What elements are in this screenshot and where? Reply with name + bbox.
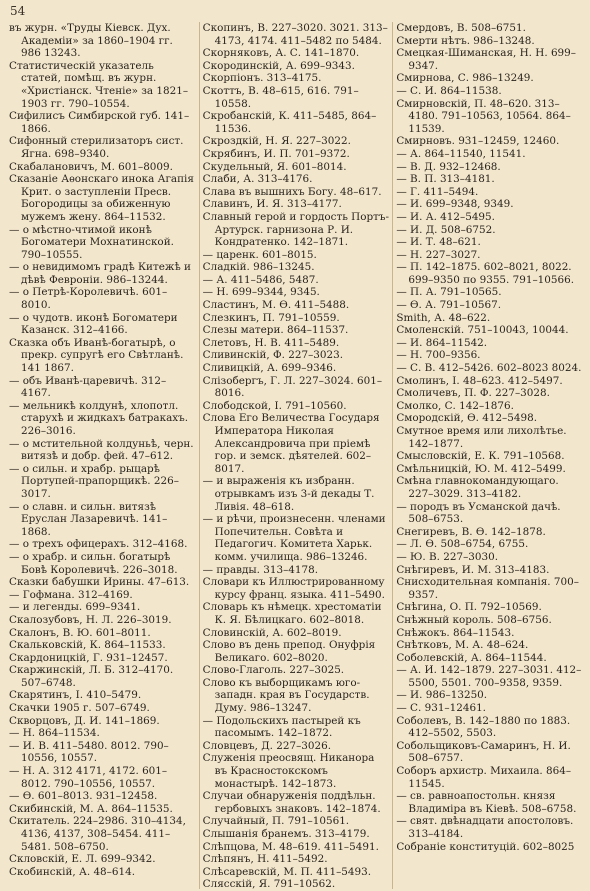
index-entry: Смирновъ. 931–12459, 12460. bbox=[396, 135, 560, 148]
index-entry: — о мстительной колдуньѣ, черн. витязѣ и добр. фей. 47–612. bbox=[9, 437, 194, 463]
index-entry: Слободской, І. 791–10560. bbox=[202, 399, 347, 412]
index-entry: Словарь къ нѣмецк. хрестоматіи К. Я. Бѣлицкаго. 602–8018. bbox=[202, 601, 382, 626]
index-entry: Слѣпцова, М. 48–619. 411–5491. bbox=[202, 840, 379, 853]
index-entry: Смысловскій, Е. К. 791–10568. bbox=[396, 450, 565, 463]
index-entry: Смутное время или лихолѣтье. 142–1877. bbox=[396, 425, 567, 450]
index-entry: Снѣтковъ, М. А. 48–624. bbox=[396, 639, 529, 652]
index-entry: Снисходительная компанія. 700–9357. bbox=[396, 576, 579, 601]
index-entry: Слово къ выборщикамъ юго-западн. края въ Государств. Думу. 986–13247. bbox=[202, 676, 370, 715]
index-entry: — П. А. 791–10565. bbox=[396, 286, 502, 299]
index-entry: Скородинскій, А. 699–9343. bbox=[202, 59, 355, 72]
index-entry: Снѣжный король. 508–6756. bbox=[396, 613, 552, 626]
index-entry: — правды. 313–4178. bbox=[202, 563, 319, 576]
index-entry: Смирнова, С. 986–13249. bbox=[396, 72, 534, 85]
index-entry: — И. А. 412–5495. bbox=[396, 210, 495, 223]
index-entry: Снѣгиревъ, И. М. 313–4183. bbox=[396, 563, 550, 576]
index-entry: Смоленскій. 751–10043, 10044. bbox=[396, 324, 569, 337]
index-entry: — и выраженія къ избранн. отрывкамъ изъ 3-й декады Т. Ливія. 48–618. bbox=[202, 475, 375, 513]
index-entry: Собольщиковъ-Самаринъ, Н. И. 508–6757. bbox=[396, 739, 571, 765]
index-entry: Статистическій указатель статей, помѣщ. въ журн. «Христіанск. Чтеніе» за 1821–1903 гг. 790–10554. bbox=[9, 59, 189, 110]
index-entry: Соборъ архистр. Михаила. 864–11545. bbox=[396, 765, 572, 790]
index-entry: Служенія преосвящ. Никанора въ Красностокскомъ монастырѣ. 142–1873. bbox=[202, 752, 375, 790]
index-entry: Словцевъ, Д. 227–3026. bbox=[202, 739, 332, 752]
index-entry: Скалозубовъ, Н. Л. 226–3019. bbox=[9, 613, 172, 626]
index-entry: Соболевскій, А. 864–11544. bbox=[396, 651, 547, 664]
index-entry: Словари къ Иллюстрированному курсу франц. языка. 411–5490. bbox=[202, 576, 385, 601]
index-entry: — Н. 700–9356. bbox=[396, 349, 481, 362]
index-entry: — царенк. 601–8015. bbox=[202, 248, 317, 261]
index-entry: Слово-Глаголь. 227–3025. bbox=[202, 664, 345, 677]
index-entry: Слышанія бранемъ. 313–4179. bbox=[202, 828, 370, 840]
index-entry: — свят. двѣнадцати апостоловъ. 313–4184. bbox=[396, 815, 574, 840]
index-entry: Слаби, А. 313–4176. bbox=[202, 173, 313, 186]
index-entry: — А. И. 142–1879. 227–3031. 412–5500, 5501. 700–9358, 9359. bbox=[396, 664, 582, 689]
index-entry: — С. И. 864–11538. bbox=[396, 84, 502, 97]
index-entry: Скабалановичъ, М. 601–8009. bbox=[9, 160, 173, 173]
index-entry: Сифонный стерилизаторъ сист. Ягна. 698–9340. bbox=[9, 135, 184, 160]
index-entry: Скальковскій, К. 864–11533. bbox=[9, 639, 166, 652]
index-entry: Соболевъ, В. 142–1880 по 1883. 412–5502, 5503. bbox=[396, 714, 571, 740]
index-entry: Скарятинъ, І. 410–5479. bbox=[9, 689, 142, 702]
column-2 bbox=[199, 22, 393, 889]
column-1 bbox=[6, 22, 199, 889]
index-entry: — объ Иванѣ-царевичѣ. 312–4167. bbox=[9, 374, 167, 400]
index-entry: — И. 986–13250. bbox=[396, 689, 488, 702]
index-entry: — В. Д. 932–12468. bbox=[396, 160, 501, 173]
index-entry: Скопинъ, В. 227–3020. 3021. 313–4173, 4174. 411–5482 по 5484. bbox=[202, 22, 388, 47]
index-entry: Сливицкій, А. 699–9346. bbox=[202, 362, 337, 375]
index-entry: — С. В. 412–5426. 602–8023 8024. bbox=[396, 362, 582, 375]
index-entry: — А. 411–5486, 5487. bbox=[202, 273, 319, 286]
index-entry: Скрябинъ, И. П. 701–9372. bbox=[202, 147, 350, 160]
index-entry: Сливинскій, Ф. 227–3023. bbox=[202, 349, 344, 362]
index-entry: Словинскій, А. 602–8019. bbox=[202, 626, 342, 639]
index-entry: Скорпіонъ. 313–4175. bbox=[202, 72, 322, 85]
index-entry: — о невидимомъ градѣ Китежѣ и дѣвѣ Февроніи. 986–13244. bbox=[9, 261, 191, 286]
index-entry: Слізобергъ, Г. Л. 227–3024. 601–8016. bbox=[202, 374, 383, 400]
index-entry: — породъ въ Усманской дачѣ. 508–6753. bbox=[396, 500, 561, 526]
index-entry: Слезкинъ, П. 791–10559. bbox=[202, 311, 340, 324]
index-entry: Случаи обнаруженія поддѣльн. гербовыхъ знаковъ. 142–1874. bbox=[202, 790, 381, 815]
index-entry: Слетовъ, Н. В. 411–5489. bbox=[202, 336, 340, 349]
index-entry: — Гофмана. 312–4169. bbox=[9, 588, 133, 601]
index-entry: — Ѳ. 601–8013. 931–12458. bbox=[9, 790, 158, 803]
index-entry: Слѣпянъ, Н. 411–5492. bbox=[202, 853, 328, 866]
index-entry: Сифилисъ Симбирской губ. 141–1866. bbox=[9, 110, 190, 135]
index-entry: Скаржинскій, Л. Б. 312–4170. 507–6748. bbox=[9, 664, 174, 689]
index-entry: — о сильн. и храбр. рыцарѣ Портупей-прапорщикѣ. 226–3017. bbox=[9, 462, 179, 500]
index-entry: Смолко, С. 142–1876. bbox=[396, 399, 514, 412]
index-entry: Скалонъ, В. Ю. 601–8011. bbox=[9, 626, 151, 639]
index-entry: въ журн. «Труды Кіевск. Дух. Академіи» за 1860–1904 гг. 986 13243. bbox=[9, 22, 173, 60]
index-entry: Смородскій, Ѳ. 412–5498. bbox=[396, 412, 538, 425]
index-entry: Скоттъ, В. 48–615, 616. 791–10558. bbox=[202, 84, 359, 110]
index-entry: — В. П. 313–4181. bbox=[396, 173, 495, 186]
index-entry: Сластинъ, М. Ѳ. 411–5488. bbox=[202, 299, 350, 312]
index-entry: — И. Д. 508–6752. bbox=[396, 223, 496, 236]
index-entry: — о храбр. и сильн. богатырѣ Бовѣ Королевичѣ. 226–3018. bbox=[9, 550, 178, 576]
index-entry: — Ю. В. 227–3030. bbox=[396, 550, 499, 563]
index-entry: Скудельный, Я. 601–8014. bbox=[202, 160, 347, 173]
index-entry: — мельникѣ колдунѣ, хлопотл. старухѣ и жидкахъ батракахъ. 226–3016. bbox=[9, 399, 189, 437]
index-entry: — А. 864–11540, 11541. bbox=[396, 147, 526, 160]
index-entry: Снегиревъ, В. Ѳ. 142–1878. bbox=[396, 525, 546, 538]
index-entry: — о мѣстно-чтимой иконѣ Богоматери Мохнатинской. 790–10555. bbox=[9, 223, 174, 261]
index-entry: Смѣна главнокомандующаго. 227–3029. 313–4182. bbox=[396, 475, 559, 500]
index-entry: — о славн. и сильн. витязѣ Еруслан Лазаревичѣ. 141–1868. bbox=[9, 500, 168, 538]
index-entry: Скибинскій, М. А. 864–11535. bbox=[9, 802, 173, 815]
page-number: 54 bbox=[10, 4, 26, 18]
index-entry: Слово въ день препод. Онуфрія Великаго. 602–8020. bbox=[202, 639, 376, 664]
index-entry: — Н. 227–3027. bbox=[396, 248, 481, 261]
index-entry: — П. 142–1875. 602–8021, 8022. 699–9350 по 9355. 791–10566. bbox=[396, 261, 575, 286]
index-entry: Смолинъ, І. 48–623. 412–5497. bbox=[396, 374, 563, 387]
index-entry: — Н. 864–11534. bbox=[9, 727, 100, 740]
index-entry: Смерти нѣтъ. 986–13248. bbox=[396, 34, 535, 47]
index-entry: Скобинскій, А. 48–614. bbox=[9, 865, 136, 878]
index-entry: — Подольскихъ пастырей къ пасомымъ. 142–1872. bbox=[202, 714, 361, 740]
index-entry: Слясскій, Я. 791–10562. bbox=[202, 878, 336, 889]
index-entry: — И. 699–9348, 9349. bbox=[396, 198, 514, 211]
index-entry: — и рѣчи, произнесенн. членами Попечительн. Совѣта и Педагогич. Комитета Харьк. комм. училища. 986–13246. bbox=[202, 513, 386, 563]
index-entry: Собраніе конституцій. 602–8025 bbox=[396, 840, 575, 853]
index-entry: — о трехъ офицерахъ. 312–4168. bbox=[9, 538, 188, 551]
index-entry: — и легенды. 699–9341. bbox=[9, 601, 141, 614]
index-entry: Слѣсаревскій, М. П. 411–5493. bbox=[202, 865, 372, 878]
index-entry: Слова Его Величества Государя Императора Николая Александровича при пріемѣ гор. и земск. дѣятелей. 602–8017. bbox=[202, 412, 380, 475]
index-entry: Славинъ, И. Я. 313–4177. bbox=[202, 198, 342, 211]
index-entry: Смоличевъ, П. Ф. 227–3028. bbox=[396, 387, 550, 400]
index-entry: Скорняковъ, А. С. 141–1870. bbox=[202, 47, 360, 60]
index-entry: — И. В. 411–5480. 8012. 790–10556, 10557. bbox=[9, 739, 169, 765]
index-entry: Скитатель. 224–2986. 310–4134, 4136, 4137, 308–5454. 411–5481. 508–6750. bbox=[9, 815, 186, 853]
index-entry: — И. 864–11542. bbox=[396, 336, 488, 349]
index-entry: — Н. 699–9344, 9345. bbox=[202, 286, 320, 299]
index-entry: Сказаніе Аѳонскаго инока Агапія Крит. о заступленіи Пресв. Богородицы за обиженную мужемъ жену. 864–11532. bbox=[9, 173, 194, 223]
index-entry: Сказка объ Иванѣ-богатырѣ, о прекр. супругѣ его Свѣтланѣ. 141 1867. bbox=[9, 336, 184, 375]
index-entry: — Ѳ. А. 791–10567. bbox=[396, 299, 502, 312]
index-entry: Слезы матери. 864–11537. bbox=[202, 324, 349, 337]
index-entry: — Л. Ѳ. 508–6754, 6755. bbox=[396, 538, 529, 551]
index-entry: — И. Т. 48–621. bbox=[396, 236, 481, 249]
index-entry: — С. 931–12461. bbox=[396, 702, 486, 715]
index-entry: — о чудотв. иконѣ Богоматери Казанск. 312–4166. bbox=[9, 311, 178, 337]
index-entry: Снѣжокъ. 864–11543. bbox=[396, 626, 515, 639]
index-entry: Случайный, П. 791–10561. bbox=[202, 815, 350, 828]
index-entry: Сладкій. 986–13245. bbox=[202, 261, 315, 274]
index-entry: Слава въ вышнихъ Богу. 48–617. bbox=[202, 185, 382, 198]
index-entry: Скробанскій, К. 411–5485, 864–11536. bbox=[202, 110, 377, 135]
index-entry: Смѣльницкій, Ю. М. 412–5499. bbox=[396, 462, 566, 475]
index-entry: Скардоницкій, Г. 931–12457. bbox=[9, 651, 168, 664]
index-entry: Смирновскій, П. 48–620. 313–4180. 791–10563, 10564. 864–11539. bbox=[396, 97, 571, 135]
index-entry: — о Петрѣ-Королевичѣ. 601–8010. bbox=[9, 286, 168, 312]
index-columns bbox=[6, 22, 586, 889]
index-entry: Smith, А. 48–622. bbox=[396, 311, 491, 324]
index-entry: — Г. 411–5494. bbox=[396, 185, 479, 198]
index-entry: Смердовъ, В. 508–6751. bbox=[396, 22, 526, 34]
index-entry: — Н. А. 312 4171, 4172. 601–8012. 790–10556, 10557. bbox=[9, 765, 168, 790]
index-entry: — св. равноапостольн. князя Владиміра въ Кіевѣ. 508–6758. bbox=[396, 790, 577, 815]
index-entry: Скворцовъ, Д. И. 141–1869. bbox=[9, 714, 160, 727]
index-entry: Скловскій, Е. Л. 699–9342. bbox=[9, 853, 156, 866]
index-entry: Снѣгина, О. П. 792–10569. bbox=[396, 601, 542, 614]
index-entry: Сказки бабушки Ирины. 47–613. bbox=[9, 576, 190, 589]
index-entry: Славный герой и гордость Портъ-Артурск. гарнизона Р. И. Кондратенко. 142–1871. bbox=[202, 210, 390, 249]
index-entry: Скроздкій, Н. Я. 227–3022. bbox=[202, 135, 351, 148]
column-3 bbox=[392, 22, 586, 889]
index-entry: Скачки 1905 г. 507–6749. bbox=[9, 702, 150, 715]
index-entry: Смецкая-Шиманская, Н. Н. 699–9347. bbox=[396, 47, 576, 72]
